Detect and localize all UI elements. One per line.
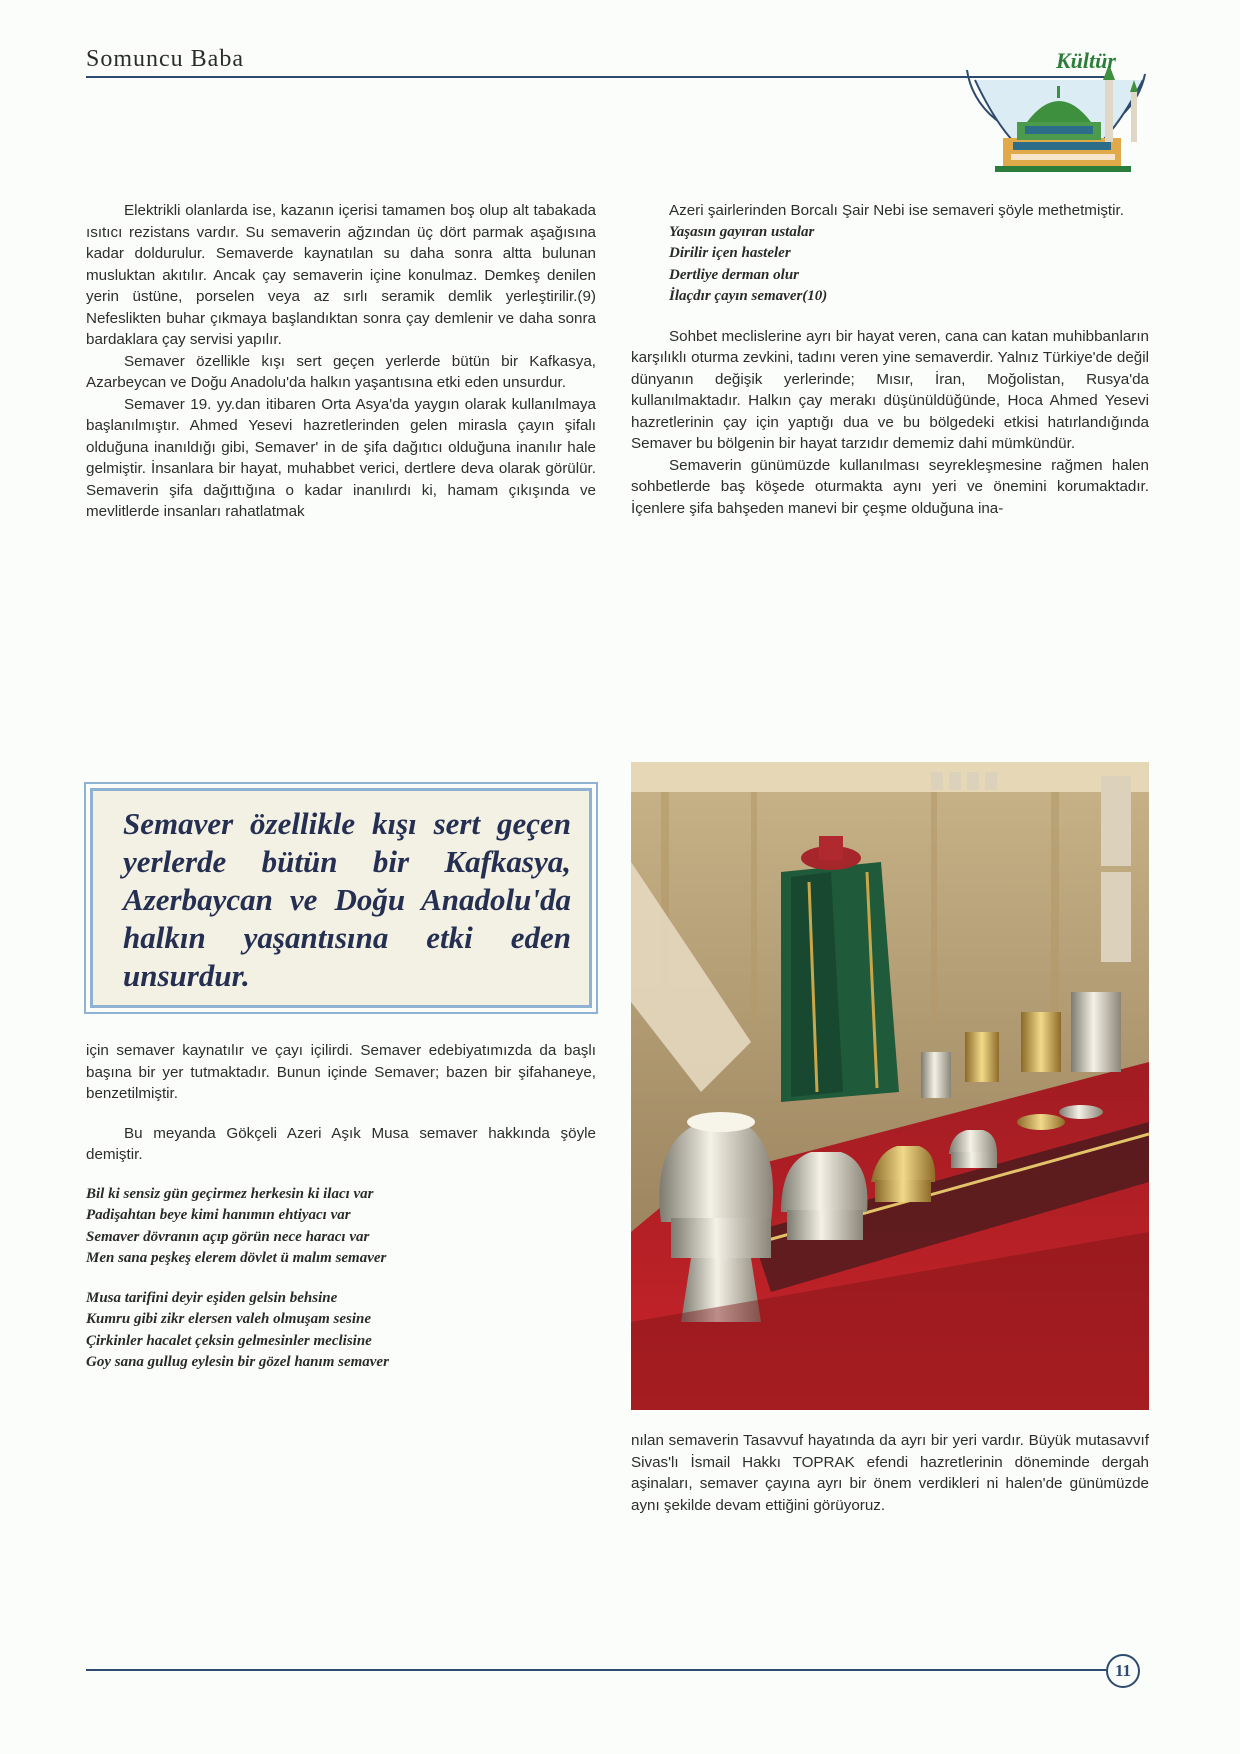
samovar-collection-photo (631, 762, 1149, 1410)
right-column-bottom (631, 1430, 1149, 1516)
poem-line: Kumru gibi zikr elersen valeh olmuşam sesine (86, 1311, 372, 1327)
poem-line: Çirkinler hacalet çeksin gelmesinler meclisine (86, 1332, 372, 1349)
right-column-top (631, 200, 1149, 519)
left-column-bottom (86, 1040, 596, 1374)
poem-line: Padişahtan beye kimi hanımın ehtiyacı var (86, 1207, 351, 1223)
left-column-top (86, 200, 596, 523)
section-label: Kültür (1056, 48, 1116, 73)
paragraph: Semaverin günümüzde kullanılması seyrekleşmesine rağmen halen sohbetlerde baş köşede oturmakta aynı yeri ve önemini korumaktadır. İçenlere şifa bahşeden manevi bir çeşme olduğuna ina- (631, 456, 1149, 517)
poem-line: Dertliye derman olur (669, 266, 799, 283)
paragraph: için semaver kaynatılır ve çayı içilirdi. Semaver edebiyatımızda da başlı başına bir yer tutmaktadır. Bunun içinde Semaver; bazen bir şifahaneye, benzetilmiştir. (86, 1042, 596, 1102)
poem-line: Yaşasın gayıran ustalar (669, 223, 815, 240)
page-number: 11 (1106, 1654, 1140, 1688)
mosque-emblem-icon (955, 50, 1155, 205)
pull-quote-text: Semaver özellikle kışı sert geçen yerlerde bütün bir Kafkasya, Azerbaycan ve Doğu Anadolu'da halkın yaşantısına etki eden unsurdur. (90, 788, 592, 1008)
pull-quote-box (84, 782, 598, 1014)
poem-line: Goy sana gullug eylesin bir gözel hanım semaver (86, 1354, 389, 1370)
paragraph: nılan semaverin Tasavvuf hayatında da ayrı bir yeri vardır. Büyük mutasavvıf Sivas'lı İsmail Hakkı TOPRAK efendi hazretlerinin döneminde dergah aşinaları, semaver çayına ayrı bir önem verdikleri ni halen'de günümüzde aynı şekilde devam ettiğini görüyoruz. (631, 1432, 1149, 1514)
poem-line: Bil ki sensiz gün geçirmez herkesin ki ilacı var (86, 1185, 374, 1202)
paragraph: Azeri şairlerinden Borcalı Şair Nebi ise semaveri şöyle methetmiştir. (669, 202, 1124, 219)
poem-stanza (631, 222, 1149, 308)
poem-stanza-1 (86, 1184, 596, 1270)
poem-line: Dirilir içen hasteler (669, 245, 791, 261)
paragraph: Semaver 19. yy.dan itibaren Orta Asya'da yaygın olarak kullanılmaya başlanılmıştır. Ahmed Yesevi hazretlerinden gelen mirasla çayın şifalı olduğuna inanıldığı gibi, Semaver' in de şifa dağıtıcı olduğuna inanılır hale gelmiştir. İnsanlara bir hayat, muhabbet verici, dertlere deva olarak görülür. Semaverin şifa dağıttığına o kadar inanılırdı ki, hamam çıkışında ve mevlitlerde insanları rahatlatmak (86, 395, 596, 520)
magazine-title: Somuncu Baba (86, 46, 244, 72)
poem-line: Men sana peşkeş elerem dövlet ü malım semaver (86, 1250, 387, 1266)
paragraph: Elektrikli olanlarda ise, kazanın içerisi tamamen boş olup alt tabakada ısıtıcı rezistans vardır. Su semaverin ağzından üç dört parmak aşağısına kadar doldurulur. Semaverde kaynatılan su daha sonra altta bulunan musluktan akıtılır. Ancak çay semaverin içine konulmaz. Demkeş denilen yerin üstüne, porselen veya az sırlı seramik demlik yerleştirilir.(9) Nefeslikten buhar çıkmaya başlandıktan sonra çay demlenir ve daha sonra bardaklara çay servisi yapılır. (86, 202, 596, 348)
header-rule (86, 76, 1106, 78)
poem-line: Semaver dövranın açıp görün nece haracı var (86, 1228, 370, 1245)
poem-line: Musa tarifini deyir eşiden gelsin behsine (86, 1289, 338, 1306)
poem-line: İlaçdır çayın semaver(10) (669, 288, 828, 304)
paragraph: Bu meyanda Gökçeli Azeri Aşık Musa semaver hakkında şöyle demiştir. (86, 1124, 596, 1163)
footer-rule (86, 1669, 1106, 1671)
paragraph: Semaver özellikle kışı sert geçen yerlerde bütün bir Kafkasya, Azarbeycan ve Doğu Anadolu'da halkın yaşantısına etki eden unsurdur. (86, 352, 596, 391)
poem-stanza-2 (86, 1288, 596, 1374)
paragraph: Sohbet meclislerine ayrı bir hayat veren, cana can katan muhibbanların karşılıklı oturma zevkini, tadını veren yine semaverdir. Yalnız Türkiye'de değil dünyanın değişik yerlerinde; Mısır, İran, Moğolistan, Rusya'da kullanılmaktadır. Halkın çay merakı düşünüldüğünde, Hoca Ahmed Yesevi hazretlerinin çay için yaptığı dua ve bu bölgedeki etkisi hatırlandığında Semaver bu bölgenin bir hayat tarzıdır dememiz dahi mümkündür. (631, 327, 1149, 452)
